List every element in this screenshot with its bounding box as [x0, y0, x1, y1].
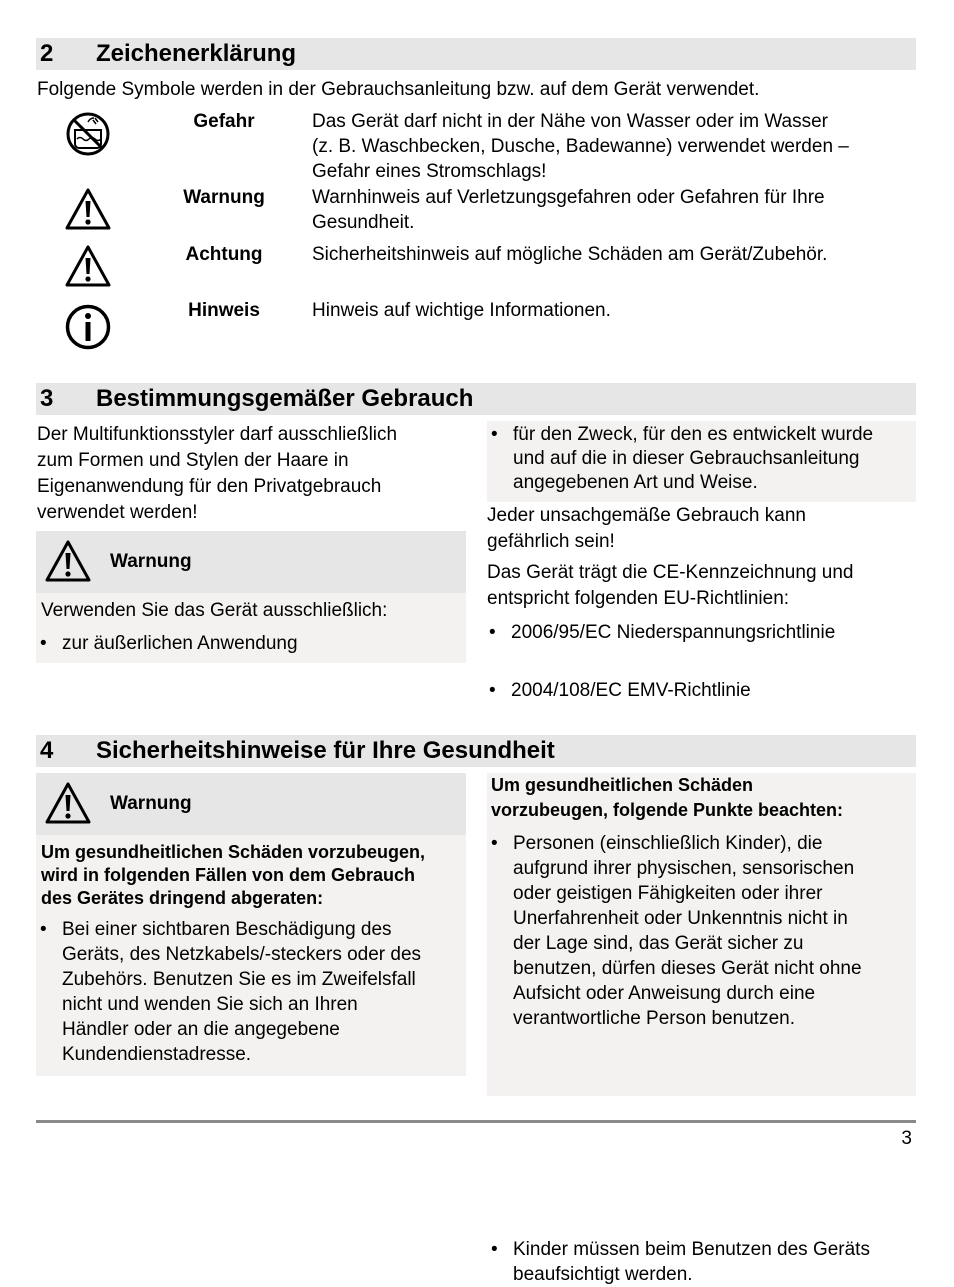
para-line: entspricht folgenden EU-Richtlinien:	[487, 588, 790, 609]
warning-triangle-icon	[44, 781, 92, 825]
section-number: 2	[40, 40, 54, 67]
desc-line: (z. B. Waschbecken, Dusche, Badewanne) verwendet werden –	[312, 136, 849, 157]
symbol-desc-warnung	[312, 185, 912, 235]
health-points-intro	[491, 773, 843, 823]
bullet-dot: •	[40, 919, 47, 940]
bullet-line: Kundendienstadresse.	[62, 1044, 252, 1065]
bullet-dot: •	[40, 633, 47, 654]
ce-paragraph	[487, 560, 854, 612]
warning-box-header	[36, 531, 466, 593]
bullet-text: 2004/108/EC EMV-Richtlinie	[511, 680, 751, 701]
bullet-line: der Lage sind, das Gerät sicher zu	[513, 933, 804, 954]
symbol-label-warnung: Warnung	[183, 187, 265, 208]
bold-line: Um gesundheitlichen Schäden	[491, 775, 754, 795]
symbol-desc-gefahr	[312, 109, 912, 184]
bullet-dot: •	[491, 833, 498, 854]
desc-line: Gesundheit.	[312, 212, 415, 233]
warning-text: Verwenden Sie das Gerät ausschließlich:	[41, 600, 388, 621]
bullet-dot: •	[489, 622, 496, 643]
health-points-box	[487, 773, 916, 1285]
section-title: Bestimmungsgemäßer Gebrauch	[96, 385, 474, 412]
section-number: 4	[40, 737, 54, 764]
bullet-line: Zubehörs. Benutzen Sie es im Zweifelsfall	[62, 969, 416, 990]
bullet-text: zur äußerlichen Anwendung	[62, 633, 298, 654]
bullet-line: nicht und wenden Sie sich an Ihren	[62, 994, 358, 1015]
symbol-desc-hinweis	[312, 298, 912, 323]
warning-triangle-icon	[64, 187, 112, 231]
symbol-desc-achtung	[312, 242, 912, 267]
desc-line: Das Gerät darf nicht in der Nähe von Wasser oder im Wasser	[312, 111, 829, 132]
symbol-label-gefahr: Gefahr	[193, 111, 255, 132]
warning-triangle-icon	[44, 539, 92, 583]
desc-line: Warnhinweis auf Verletzungsgefahren oder Gefahren für Ihre	[312, 187, 825, 208]
warning-label: Warnung	[110, 551, 192, 572]
bullet-item	[487, 1237, 916, 1287]
bullet-line: Händler oder an die angegebene	[62, 1019, 340, 1040]
misuse-paragraph	[487, 503, 806, 555]
bullet-line: Unerfahrenheit oder Unkenntnis nicht in	[513, 908, 848, 929]
bullet-item	[36, 631, 466, 656]
bold-line: vorzubeugen, folgende Punkte beachten:	[491, 800, 844, 820]
directive-item	[485, 620, 954, 645]
bold-line: des Gerätes dringend abgeraten:	[41, 888, 324, 908]
bullet-line: aufgrund ihrer physischen, sensorischen	[513, 858, 855, 879]
warning-box-body	[36, 593, 466, 663]
bullet-line: Bei einer sichtbaren Beschädigung des	[62, 919, 392, 940]
caution-triangle-icon	[64, 244, 112, 288]
symbol-label-hinweis: Hinweis	[188, 300, 260, 321]
bullet-item	[36, 917, 466, 1067]
bullet-line: angegebenen Art und Weise.	[513, 472, 758, 493]
bullet-line: verantwortliche Person benutzen.	[513, 1008, 795, 1029]
bullet-line: benutzen, dürfen dieses Gerät nicht ohne	[513, 958, 862, 979]
symbol-label-achtung: Achtung	[185, 244, 263, 265]
info-icon	[64, 303, 112, 351]
warning-box-header	[36, 773, 466, 835]
para-line: gefährlich sein!	[487, 531, 615, 552]
para-line: zum Formen und Stylen der Haare in	[37, 450, 349, 471]
bullet-dot: •	[491, 424, 498, 445]
desc-line: Sicherheitshinweis auf mögliche Schäden am Gerät/Zubehör.	[312, 244, 828, 265]
bullet-line: beaufsichtigt werden.	[513, 1264, 693, 1285]
bold-line: wird in folgenden Fällen von dem Gebrauch	[41, 865, 416, 885]
section-title: Zeichenerklärung	[96, 40, 297, 67]
bullet-line: Aufsicht oder Anweisung durch eine	[513, 983, 816, 1004]
warning-intro	[41, 841, 425, 910]
directive-item	[485, 678, 954, 703]
footer-rule	[36, 1120, 916, 1123]
section-4-heading	[36, 735, 916, 767]
purpose-bullet-box	[487, 421, 916, 502]
bullet-line: Geräts, des Netzkabels/-steckers oder des	[62, 944, 422, 965]
warning-label: Warnung	[110, 793, 192, 814]
bullet-line: für den Zweck, für den es entwickelt wurde	[513, 424, 874, 445]
bullet-item	[487, 831, 916, 1031]
page-number: 3	[901, 1128, 912, 1149]
para-line: Jeder unsachgemäße Gebrauch kann	[487, 505, 806, 526]
bullet-item	[487, 423, 938, 495]
para-line: verwendet werden!	[37, 502, 198, 523]
section-title: Sicherheitshinweise für Ihre Gesundheit	[96, 737, 555, 764]
bullet-dot: •	[491, 1239, 498, 1260]
bold-line: Um gesundheitlichen Schäden vorzubeugen,	[41, 842, 426, 862]
no-water-icon	[65, 110, 111, 158]
bullet-line: oder geistigen Fähigkeiten oder ihrer	[513, 883, 823, 904]
para-line: Eigenanwendung für den Privatgebrauch	[37, 476, 382, 497]
intended-use-paragraph	[37, 422, 457, 526]
section-2-intro: Folgende Symbole werden in der Gebrauchsanleitung bzw. auf dem Gerät verwendet.	[37, 79, 760, 100]
bullet-text: 2006/95/EC Niederspannungsrichtlinie	[511, 622, 836, 643]
bullet-line: und auf die in dieser Gebrauchsanleitung	[513, 448, 860, 469]
bullet-dot: •	[489, 680, 496, 701]
section-3-heading	[36, 383, 916, 415]
warning-box-body	[36, 835, 466, 1076]
para-line: Der Multifunktionsstyler darf ausschließlich	[37, 424, 398, 445]
desc-line: Hinweis auf wichtige Informationen.	[312, 300, 611, 321]
para-line: Das Gerät trägt die CE-Kennzeichnung und	[487, 562, 854, 583]
section-2-heading	[36, 38, 916, 70]
bullet-line: Kinder müssen beim Benutzen des Geräts	[513, 1239, 870, 1260]
section-number: 3	[40, 385, 54, 412]
desc-line: Gefahr eines Stromschlags!	[312, 161, 547, 182]
bullet-line: Personen (einschließlich Kinder), die	[513, 833, 823, 854]
